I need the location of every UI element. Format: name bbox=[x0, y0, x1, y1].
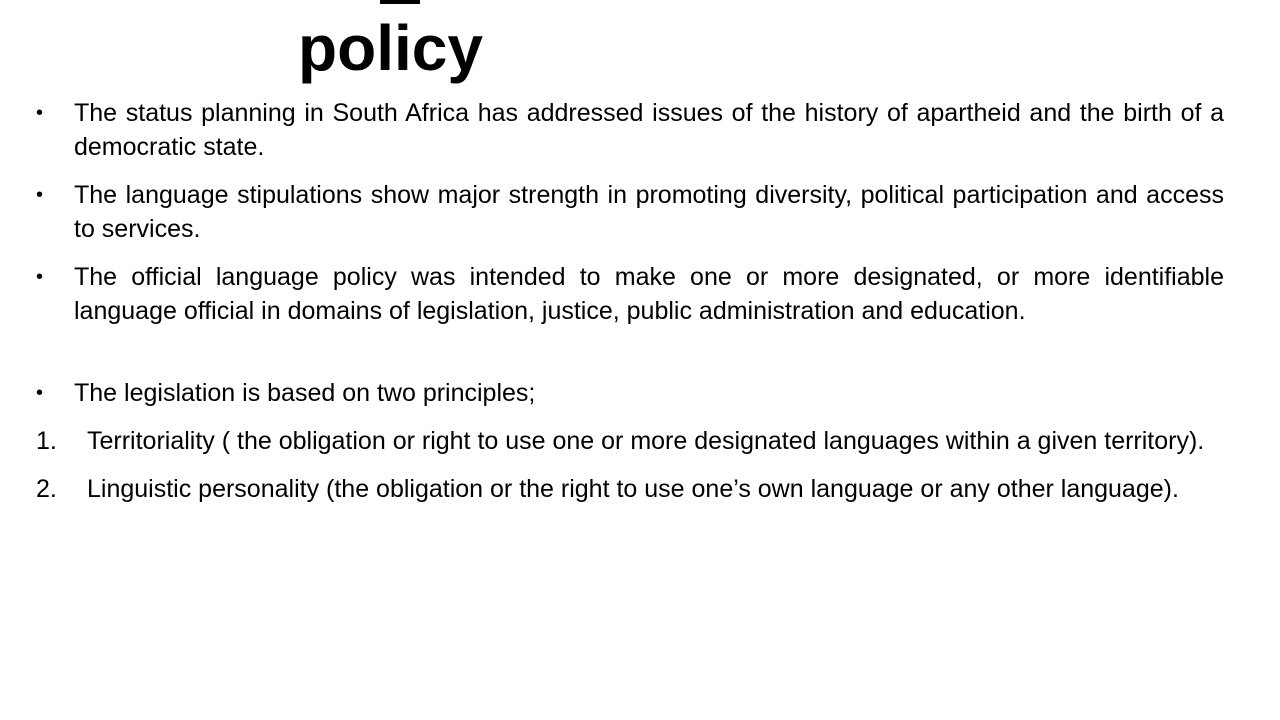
slide-title: policy bbox=[298, 12, 483, 84]
numbered-item bbox=[36, 424, 1224, 458]
bullet-marker: • bbox=[36, 266, 44, 288]
number-marker: 2. bbox=[36, 475, 57, 503]
bullet-item bbox=[36, 376, 1224, 410]
title-clipped-glyph bbox=[380, 0, 420, 4]
number-marker: 1. bbox=[36, 427, 57, 455]
bullet-item bbox=[36, 96, 1224, 164]
bullet-item bbox=[36, 260, 1224, 328]
bullet-item bbox=[36, 178, 1224, 246]
bullet-text: The legislation is based on two principles; bbox=[74, 379, 536, 407]
slide-body bbox=[36, 96, 1224, 506]
numbered-text: Territoriality ( the obligation or right to use one or more designated languages within a given territory). bbox=[87, 427, 1205, 455]
bullet-text: The language stipulations show major strength in promoting diversity, political participation and access to services. bbox=[74, 181, 1224, 243]
bullet-marker: • bbox=[36, 102, 44, 124]
bullet-text: The status planning in South Africa has addressed issues of the history of apartheid and the birth of a democratic state. bbox=[74, 99, 1224, 161]
bullet-marker: • bbox=[36, 382, 44, 404]
numbered-item bbox=[36, 472, 1224, 506]
bullet-marker: • bbox=[36, 184, 44, 206]
bullet-text: The official language policy was intended to make one or more designated, or more identifiable language official in domains of legislation, justice, public administration and education. bbox=[74, 263, 1224, 325]
numbered-text: Linguistic personality (the obligation or the right to use one’s own language or any other language). bbox=[87, 475, 1179, 503]
